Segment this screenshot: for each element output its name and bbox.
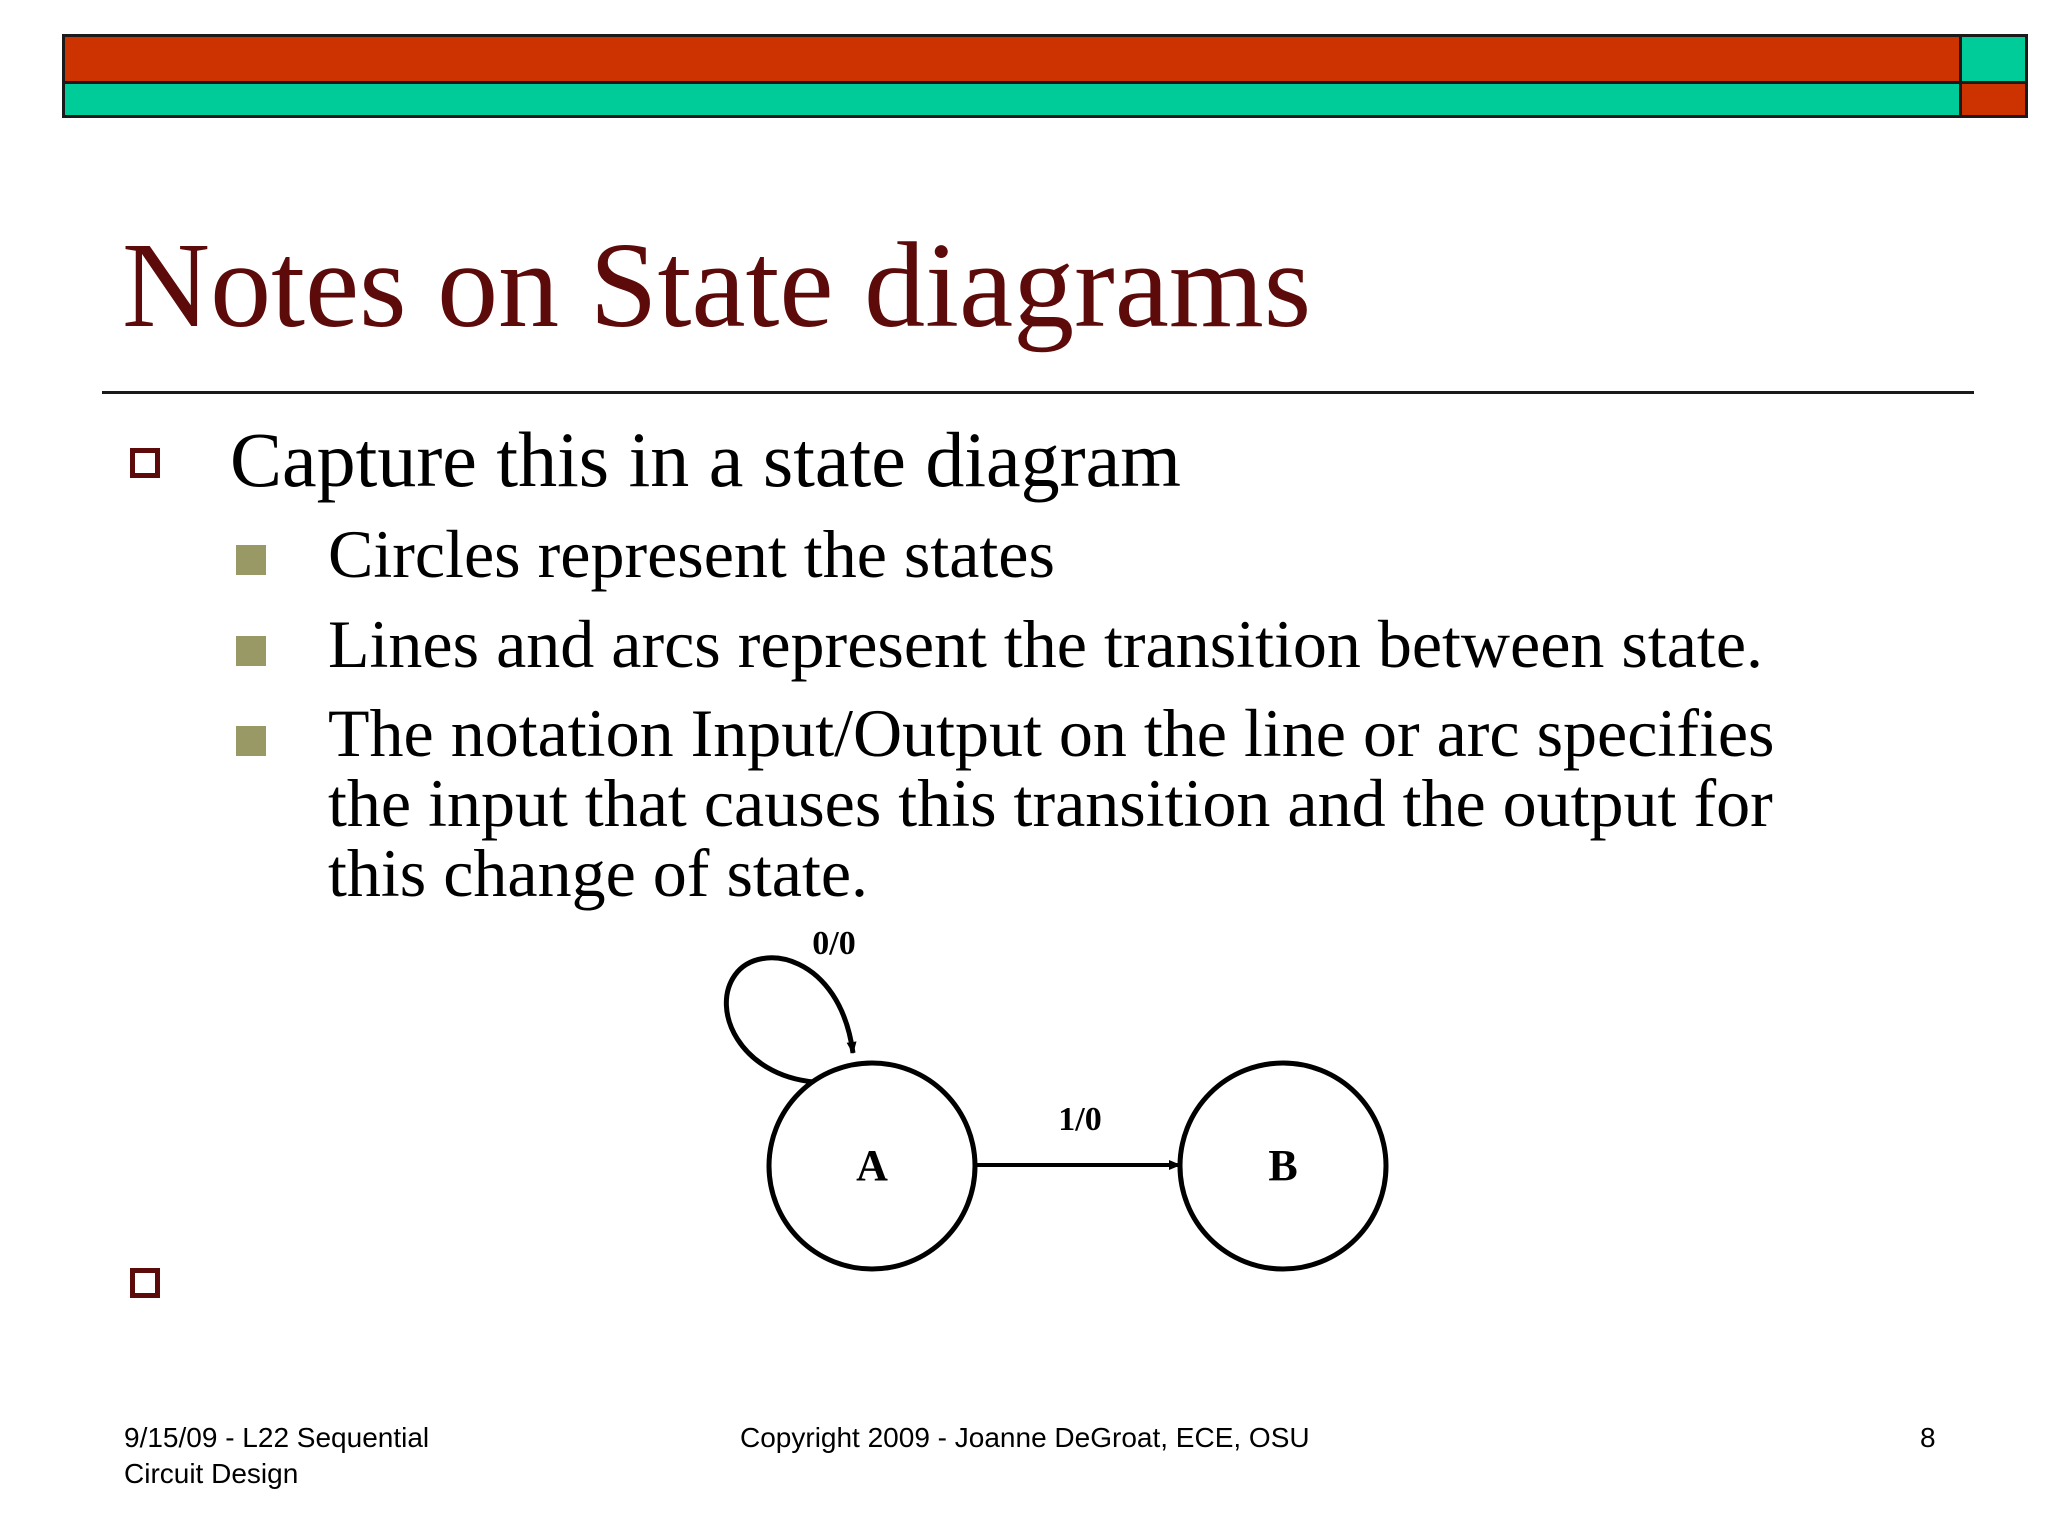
page-number: 8 <box>1920 1422 1936 1453</box>
sub-bullet-line: this change of state. <box>328 835 869 911</box>
state-label-b: B <box>1268 1141 1298 1190</box>
sub-bullet-text: Circles represent the states <box>328 516 1055 592</box>
slide-title: Notes on State diagrams <box>122 218 1312 353</box>
footer-left-line: Circuit Design <box>124 1458 299 1489</box>
footer-left-line: 9/15/09 - L22 Sequential <box>124 1422 430 1453</box>
bullet-text: Capture this in a state diagram <box>230 416 1181 503</box>
sub-bullet-line: the input that causes this transition and the output for <box>328 765 1773 841</box>
footer-copyright: Copyright 2009 - Joanne DeGroat, ECE, OSU <box>740 1422 1310 1453</box>
transition-label-a-to-b: 1/0 <box>1058 1101 1102 1138</box>
footer-left <box>124 1420 429 1492</box>
self-loop-transition-arc <box>726 958 853 1082</box>
transition-label-self-loop: 0/0 <box>812 925 856 962</box>
sub-bullet-line: The notation Input/Output on the line or arc specifies <box>328 695 1775 771</box>
state-label-a: A <box>856 1141 888 1190</box>
sub-bullet-text: Lines and arcs represent the transition between state. <box>328 606 1764 682</box>
